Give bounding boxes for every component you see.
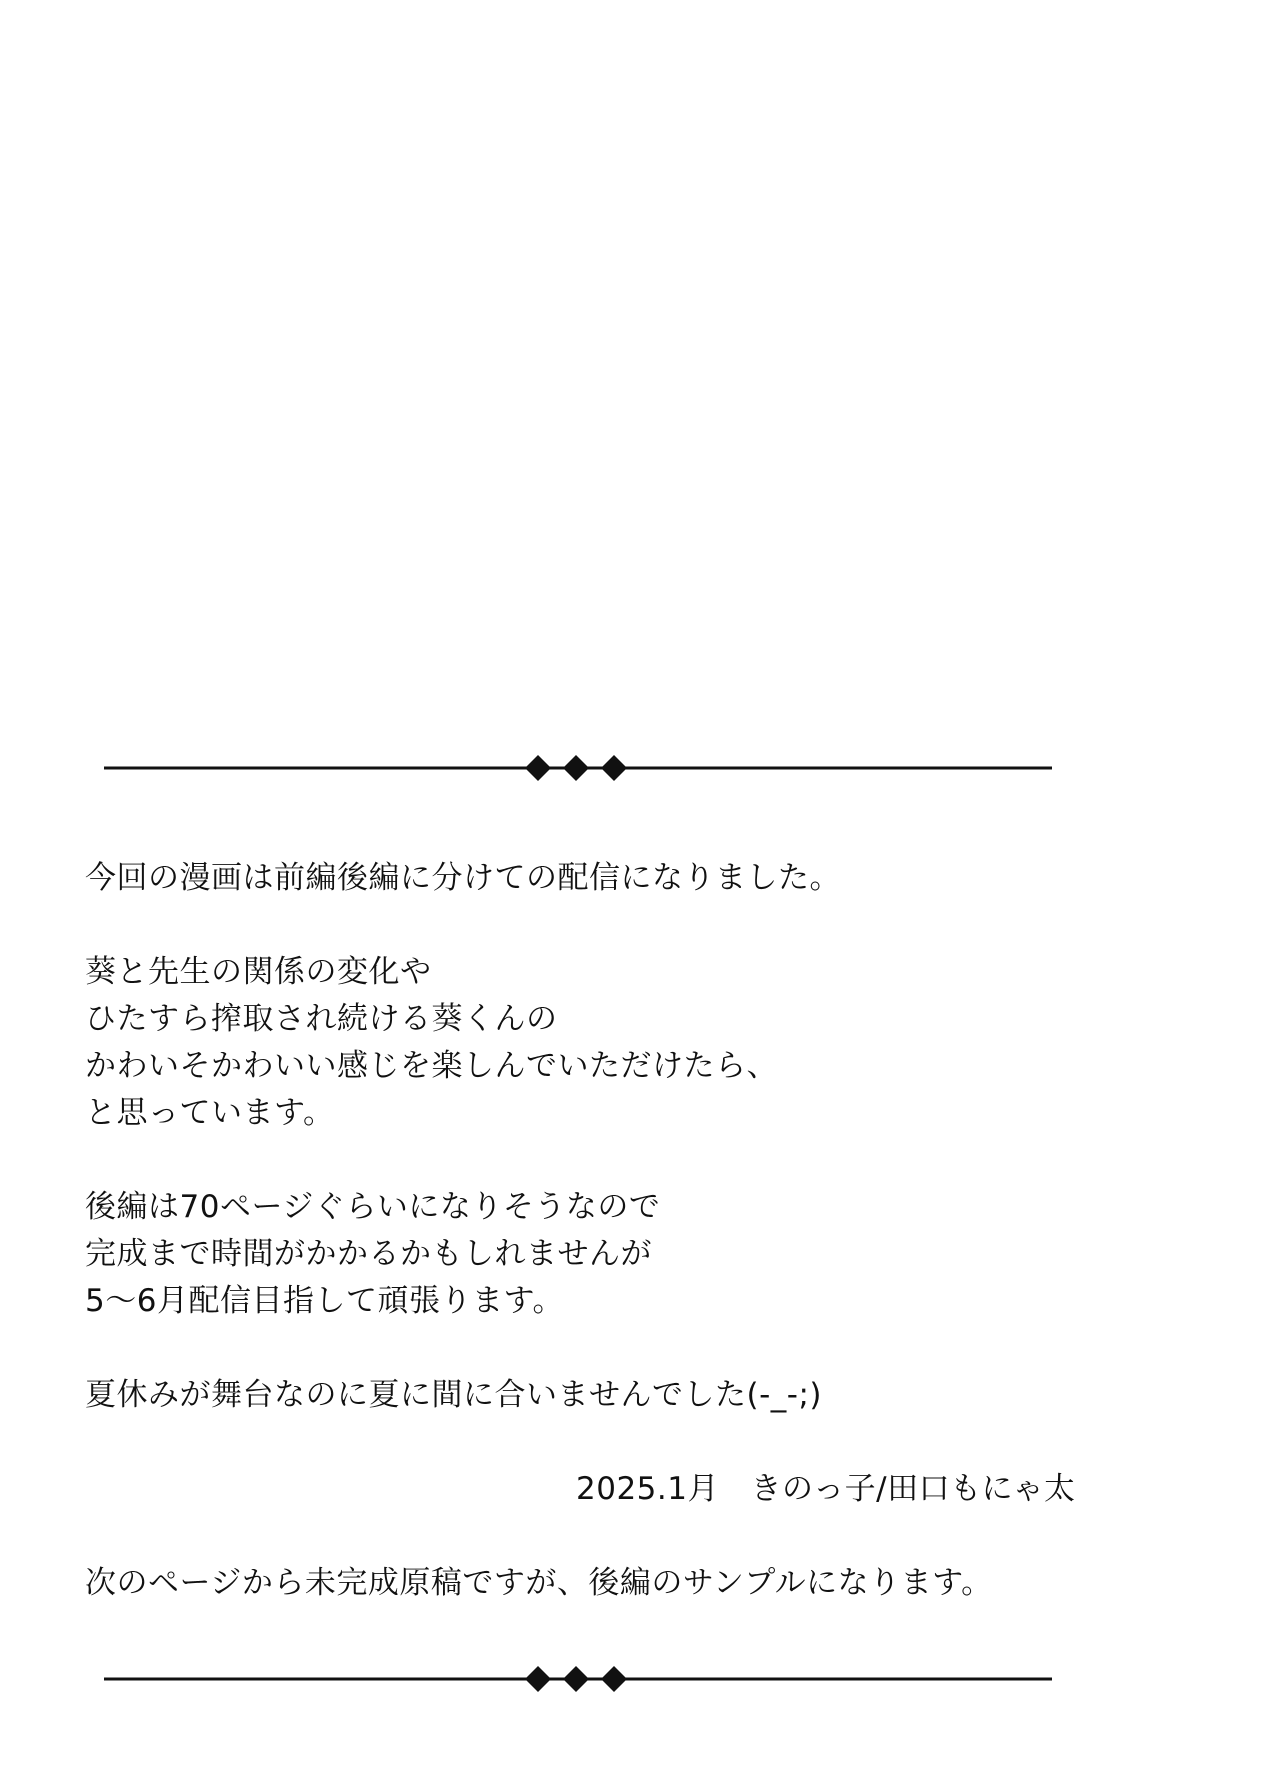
diamond-icon bbox=[563, 1666, 589, 1692]
paragraph-2-line-2: ひたすら搾取され続ける葵くんの bbox=[85, 1001, 558, 1037]
divider-ornament bbox=[104, 1664, 1052, 1694]
paragraph-3-line-2: 完成まで時間がかかるかもしれませんが bbox=[85, 1236, 652, 1272]
paragraph-1-line-1: 今回の漫画は前編後編に分けての配信になりました。 bbox=[85, 860, 841, 896]
paragraph-2-line-3: かわいそかわいい感じを楽しんでいただけたら、 bbox=[85, 1048, 778, 1084]
divider-ornament bbox=[104, 753, 1052, 783]
diamond-icon bbox=[525, 1666, 551, 1692]
paragraph-3-line-1: 後編は70ページぐらいになりそうなので bbox=[85, 1189, 661, 1225]
paragraph-2-line-4: と思っています。 bbox=[85, 1095, 335, 1131]
paragraph-3-line-3: 5〜6月配信目指して頑張ります。 bbox=[85, 1283, 564, 1319]
paragraph-4-line-1: 夏休みが舞台なのに夏に間に合いませんでした(-_-;) bbox=[85, 1377, 823, 1413]
author-signature: 2025.1月 きのっ子/田口もにゃ太 bbox=[576, 1471, 1076, 1507]
paragraph-2-line-1: 葵と先生の関係の変化や bbox=[85, 954, 432, 990]
diamond-icon bbox=[525, 755, 551, 781]
closing-note: 次のページから未完成原稿ですが、後編のサンプルになります。 bbox=[85, 1565, 993, 1601]
diamond-icon bbox=[601, 755, 627, 781]
diamond-icon bbox=[563, 755, 589, 781]
ornamental-divider-bottom bbox=[104, 1664, 1052, 1694]
diamond-icon bbox=[601, 1666, 627, 1692]
ornamental-divider-top bbox=[104, 753, 1052, 783]
